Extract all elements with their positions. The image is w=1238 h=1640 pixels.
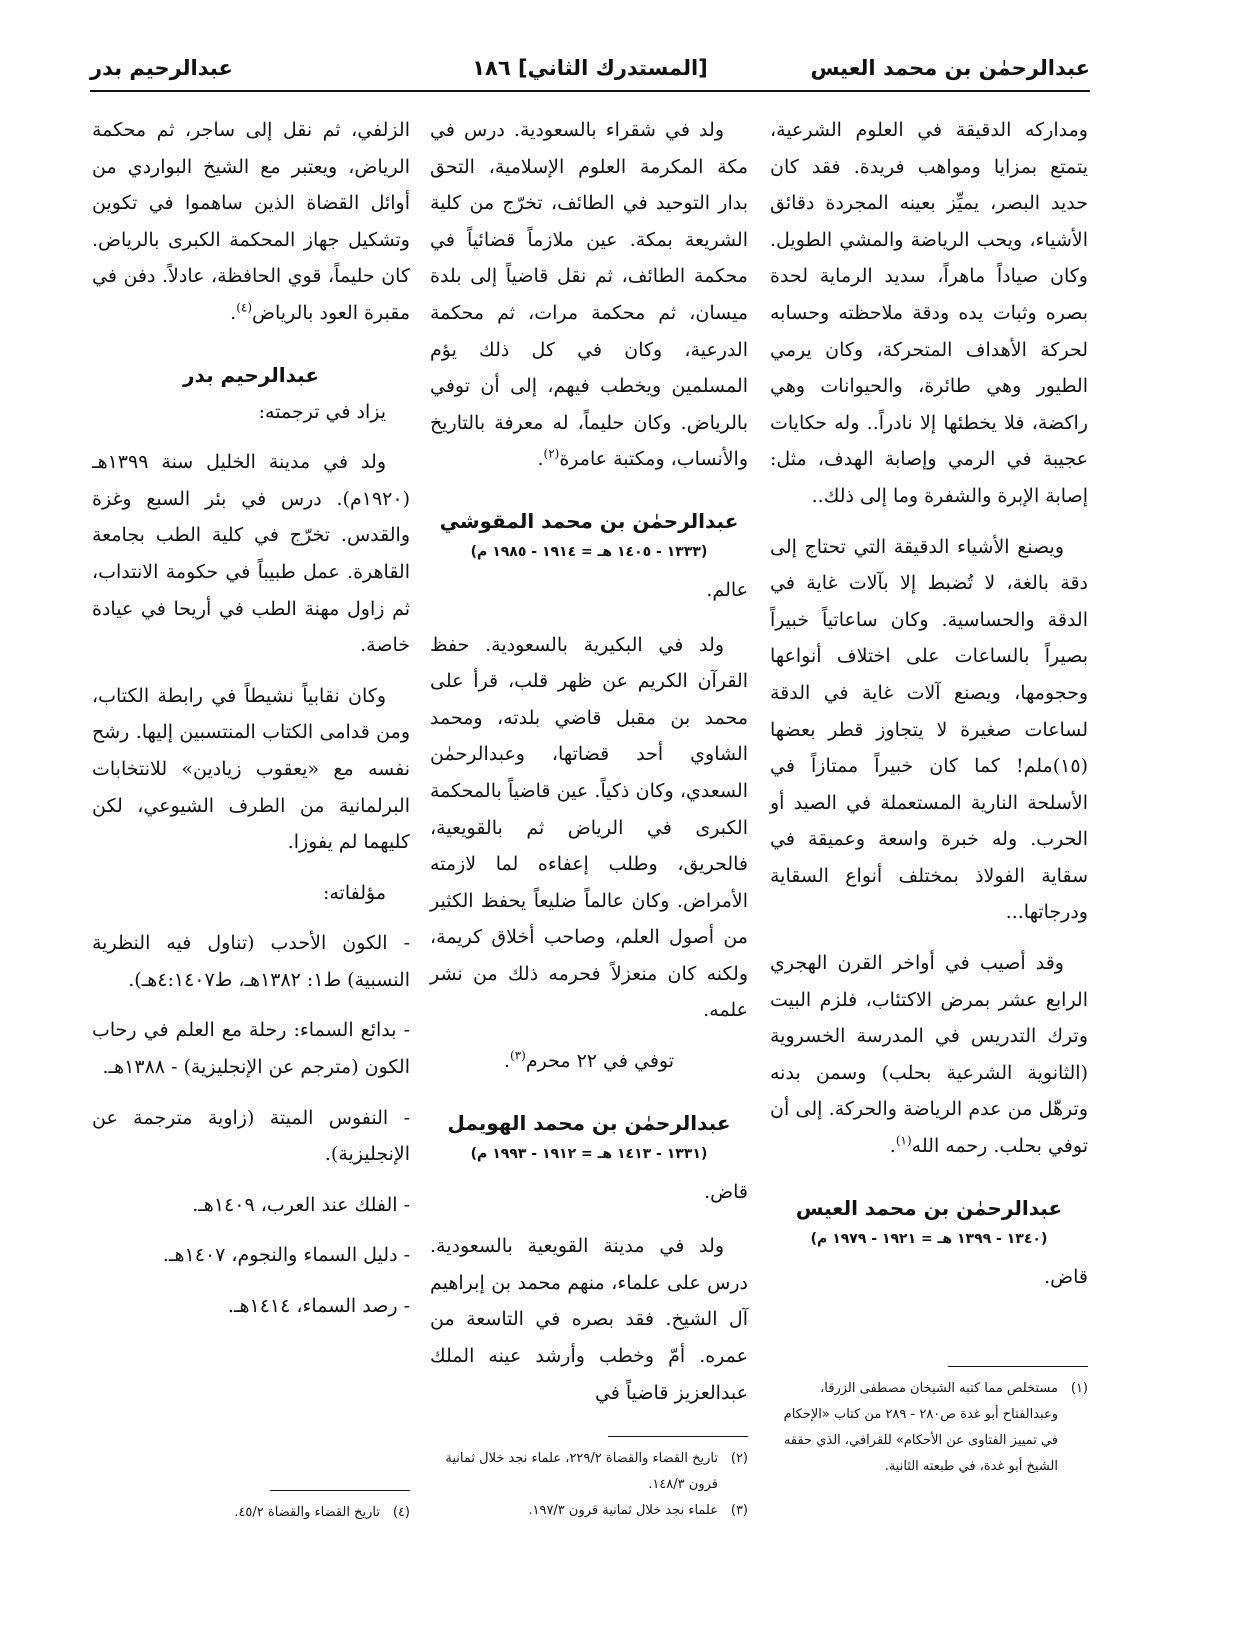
paragraph: ولد في البكيرية بالسعودية. حفظ القرآن الكريم عن ظهر قلب، قرأ على محمد بن مقبل قاضي بلدته، ومحمد الشاوي أحد قضاتها، وعبدالرحمٰن السعدي، وكان ذكياً. عين قاضياً بالمحكمة الكبرى في الرياض ثم بالقويعية، فالحريق، وطلب إعفاءه لما لازمته الأمراض. وكان عالماً ضليعاً يحفظ الكثير من أصول العلم، وصاحب أخلاق كريمة، ولكنه كان منعزلاً فحرمه ذلك من نشر علمه. <box>430 633 748 1022</box>
footnotes-right <box>770 1366 1088 1480</box>
footnote-item <box>430 1498 748 1524</box>
column-right <box>770 112 1088 1313</box>
works-item: - النفوس الميتة (زاوية مترجمة عن الإنجليزية). <box>92 1106 410 1166</box>
header-rule <box>90 90 1090 92</box>
footnotes-middle <box>430 1436 748 1524</box>
column-middle <box>430 112 748 1425</box>
paragraph: توفي في ٢٢ محرم$^{(٣)}$. <box>503 1048 675 1073</box>
footnote-text: علماء نجد خلال ثمانية قرون ١٩٧/٣. <box>528 1503 718 1518</box>
paragraph: ولد في شقراء بالسعودية. درس في مكة المكرمة العلوم الإسلامية، التحق بدار التوحيد في الطائف، تخرّج من كلية الشريعة بمكة. عين ملازماً قضائياً في محكمة الطائف، ثم نقل قاضياً إلى بلدة ميسان، ثم محكمة مرات، ثم محكمة الدرعية، وكان في كل ذلك يؤم المسلمين ويخطب فيهم، إلى أن توفي بالرياض. وكان حليماً، له معرفة بالتاريخ والأنساب، ومكتبة عامرة$^{(٢)}$. <box>430 119 748 471</box>
footnote-number: (٢) <box>730 1451 748 1466</box>
works-item: - دليل السماء والنجوم، ١٤٠٧هـ. <box>162 1244 410 1267</box>
paragraph: وقد أصيب في أواخر القرن الهجري الرابع عشر بمرض الاكتئاب، فلزم البيت وترك التدريس في المدرسة الخسروية (الثانوية الشرعية بحلب) وسمن بدنه وترهّل من عدم الرياضة والحركة. إلى أن توفي بحلب. رحمه الله$^{(١)}$. <box>770 952 1088 1158</box>
footnote-ref[interactable]: (١) <box>895 1133 912 1148</box>
works-item: - بدائع السماء: رحلة مع العلم في رحاب الكون (مترجم عن الإنجليزية) - ١٣٨٨هـ. <box>92 1019 410 1079</box>
footnote-rule <box>270 1490 410 1491</box>
works-item: - الفلك عند العرب، ١٤٠٩هـ. <box>192 1193 410 1216</box>
paragraph-text: ولد في شقراء بالسعودية. درس في مكة المكرمة العلوم الإسلامية، التحق بدار التوحيد في الطائف، تخرّج من كلية الشريعة بمكة. عين ملازماً قضائياً في محكمة الطائف، ثم نقل قاضياً إلى بلدة ميسان، ثم محكمة مرات، ثم محكمة الدرعية، وكان في كل ذلك يؤم المسلمين ويخطب فيهم، إلى أن توفي بالرياض. وكان حليماً، له معرفة بالتاريخ والأنساب، ومكتبة عامرة <box>430 119 748 471</box>
works-item: - رصد السماء، ١٤١٤هـ. <box>227 1295 410 1318</box>
footnote-ref[interactable]: (٢) <box>543 447 560 462</box>
footnote-text: تاريخ القضاء والقضاة ٤٥/٢. <box>234 1505 380 1520</box>
running-header <box>90 50 1090 90</box>
entry-dates: (١٣٤٠ - ١٣٩٩ هـ = ١٩٢١ - ١٩٧٩ م) <box>810 1230 1048 1247</box>
footnotes-left <box>92 1490 410 1526</box>
paragraph: ومداركه الدقيقة في العلوم الشرعية، يتمتع بمزايا ومواهب فريدة. فقد كان حديد البصر، يميِّز بعينه المجردة دقائق الأشياء، ويحب الرياضة والمشي الطويل. وكان صياداً ماهراً، سديد الرماية لحدة بصره وثبات يده ودقة ملاحظته وحسابه لحركة الأهداف المتحركة، وكان يرمي الطيور وهي طائرة، والحيوانات وهي راكضة، فلا يخطئها إلا نادراً.. وله حكايات عجيبة في الرمي وإصابة الهدف، مثل: إصابة الإبرة والشفرة وما إلى ذلك.. <box>770 119 1088 507</box>
header-right-title: عبدالرحمٰن بن محمد العيس <box>810 56 1090 80</box>
paragraph-text: الزلفي، ثم نقل إلى ساجر، ثم محكمة الرياض، ويعتبر مع الشيخ البواردي من أوائل القضاة الذين ساهموا في تكوين وتشكيل جهاز المحكمة الكبرى بالرياض. كان حليماً، قوي الحافظة، عادلاً. دفن في مقبرة العود بالرياض <box>92 119 410 324</box>
entry-role: قاض. <box>1044 1265 1088 1288</box>
works-label: مؤلفاته: <box>322 881 386 904</box>
footnote-text: تاريخ القضاء والقضاة ٢٢٩/٢، علماء نجد خلال ثمانية قرون ١٤٨/٣. <box>445 1451 718 1492</box>
entry-dates: (١٣٣١ - ١٤١٣ هـ = ١٩١٢ - ١٩٩٣ م) <box>470 1145 708 1162</box>
column-left <box>92 112 410 1339</box>
header-page-number: [المستدرك الثاني] ١٨٦ <box>472 56 708 80</box>
footnote-item <box>430 1446 748 1498</box>
footnote-text: مستخلص مما كتبه الشيخان مصطفى الزرقا، وعبدالفتاح أبو غدة ص٢٨٠ - ٢٨٩ من كتاب «الإحكام في تمييز الفتاوى عن الأحكام» للقرافي، الذي حققه الشيخ أبو غدة، في طبعته الثانية. <box>783 1381 1058 1474</box>
footnote-item <box>770 1376 1088 1480</box>
entry-dates: (١٣٣٣ - ١٤٠٥ هـ = ١٩١٤ - ١٩٨٥ م) <box>470 543 708 560</box>
footnote-rule <box>948 1366 1088 1367</box>
footnote-rule <box>608 1436 748 1437</box>
footnote-number: (٣) <box>730 1503 748 1518</box>
paragraph: ولد في مدينة القويعية بالسعودية. درس على علماء، منهم محمد بن إبراهيم آل الشيخ. فقد بصره في التاسعة من عمره. أمّ وخطب وأرشد عينه الملك عبدالعزيز قاضياً في <box>430 1235 748 1404</box>
paragraph: وكان نقابياً نشيطاً في رابطة الكتاب، ومن قدامى الكتاب المنتسبين إليها. رشح نفسه مع «يعقوب زيادين» للانتخابات البرلمانية من الطرف الشيوعي، لكن كليهما لم يفوزا. <box>92 684 410 854</box>
entry-title: عبدالرحمٰن بن محمد المقوشي <box>439 508 739 533</box>
paragraph-text: وقد أصيب في أواخر القرن الهجري الرابع عشر بمرض الاكتئاب، فلزم البيت وترك التدريس في المدرسة الخسروية (الثانوية الشرعية بحلب) وسمن بدنه وترهّل من عدم الرياضة والحركة. إلى أن توفي بحلب. رحمه الله <box>770 952 1088 1158</box>
footnote-ref[interactable]: (٣) <box>510 1048 526 1063</box>
works-item: - الكون الأحدب (تناول فيه النظرية النسبية) ط١: ١٣٨٢هـ، ط٤:١٤٠٧هـ). <box>92 932 410 991</box>
paragraph: ولد في مدينة الخليل سنة ١٣٩٩هـ (١٩٢٠م). درس في بئر السبع وغزة والقدس. تخرّج في كلية الطب بجامعة القاهرة. عمل طبيباً في حكومة الانتداب، ثم زاول مهنة الطب في أريحا في عيادة خاصة. <box>92 451 410 657</box>
intro-line: يزاد في ترجمته: <box>258 400 386 423</box>
entry-title: عبدالرحيم بدر <box>183 362 319 387</box>
entry-role: قاض. <box>704 1180 748 1203</box>
entry-title: عبدالرحمٰن بن محمد الهويمل <box>447 1110 731 1135</box>
paragraph: الزلفي، ثم نقل إلى ساجر، ثم محكمة الرياض، ويعتبر مع الشيخ البواردي من أوائل القضاة الذين ساهموا في تكوين وتشكيل جهاز المحكمة الكبرى بالرياض. كان حليماً، قوي الحافظة، عادلاً. دفن في مقبرة العود بالرياض$^{(٤)}$. <box>92 119 410 324</box>
footnote-number: (١) <box>1070 1381 1088 1396</box>
entry-role: عالم. <box>706 578 748 601</box>
footnote-ref[interactable]: (٤) <box>236 300 253 315</box>
paragraph: ويصنع الأشياء الدقيقة التي تحتاج إلى دقة بالغة، لا تُضبط إلا بآلات غاية في الدقة والحساسية. وكان ساعاتياً خبيراً بصيراً بالساعات على اختلاف أنواعها وحجومها، ويصنع آلات غاية في الدقة لساعات صغيرة لا يتجاوز قطر بعضها (١٥)ملم! كما كان خبيراً ممتازاً في الأسلحة النارية المستعملة في الصيد أو الحرب. وله خبرة واسعة وعميقة في سقاية الفولاذ بمختلف أنواع السقاية ودرجاتها... <box>770 535 1088 924</box>
footnote-item <box>92 1500 410 1526</box>
paragraph-text: توفي في ٢٢ محرم <box>525 1050 675 1073</box>
entry-title: عبدالرحمٰن بن محمد العيس <box>795 1195 1063 1220</box>
header-left-title: عبدالرحيم بدر <box>90 56 233 80</box>
footnote-number: (٤) <box>392 1505 410 1520</box>
